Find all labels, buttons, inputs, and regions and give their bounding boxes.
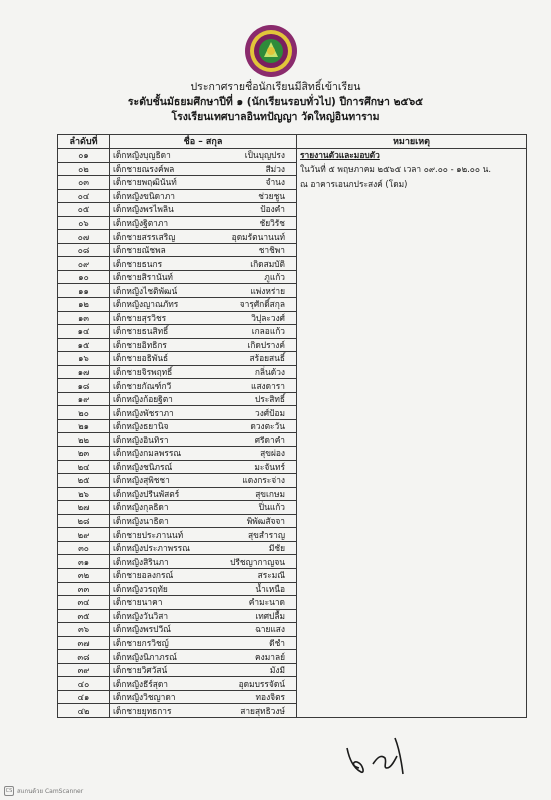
row-number: ๓๘: [58, 650, 110, 664]
row-student-name: [110, 677, 297, 691]
row-student-name: [110, 257, 297, 271]
student-last-name: สร้อยสนธิ์: [249, 353, 285, 364]
row-student-name: [110, 406, 297, 420]
student-last-name: เกิดปรางค์: [247, 339, 285, 350]
row-number: ๐๗: [58, 230, 110, 244]
student-last-name: ปิ่นแก้ว: [258, 502, 285, 513]
student-first-name: เด็กชายอธิพันธ์: [113, 353, 169, 364]
student-last-name: มะจันทร์: [254, 461, 285, 472]
remark-title: รายงานตัวและมอบตัว: [300, 150, 380, 160]
row-number: ๑๔: [58, 325, 110, 339]
row-student-name: [110, 433, 297, 447]
student-last-name: เทศปลื้ม: [255, 610, 285, 621]
row-student-name: [110, 298, 297, 312]
student-first-name: เด็กหญิงนิภาภรณ์: [113, 651, 177, 662]
row-student-name: [110, 541, 297, 555]
student-last-name: อุดมรัตนานนท์: [231, 231, 285, 242]
row-student-name: [110, 338, 297, 352]
student-first-name: เด็กชายอิทธิกร: [113, 339, 167, 350]
announcement-title: [0, 80, 551, 125]
student-last-name: แสงดารา: [251, 380, 285, 391]
student-last-name: สายสุทธิวงษ์: [240, 705, 285, 716]
student-first-name: เด็กหญิงธยานิจ: [113, 421, 169, 432]
row-number: ๑๗: [58, 365, 110, 379]
row-number: ๑๑: [58, 284, 110, 298]
student-first-name: เด็กชายธนสิทธิ์: [113, 326, 169, 337]
student-last-name: วงศ์ป้อม: [255, 407, 285, 418]
header-no: ลำดับที่: [58, 135, 110, 149]
row-student-name: [110, 460, 297, 474]
student-last-name: ประสิทธิ์: [254, 394, 285, 405]
student-last-name: สุขเกษม: [255, 488, 285, 499]
row-number: ๓๑: [58, 555, 110, 569]
student-last-name: น้ำเหนือ: [255, 583, 285, 594]
student-first-name: เด็กหญิงธีร์สุดา: [113, 678, 168, 689]
row-number: ๓๔: [58, 596, 110, 610]
row-number: ๓๙: [58, 663, 110, 677]
row-number: ๐๒: [58, 162, 110, 176]
student-last-name: ป้องคำ: [260, 204, 285, 215]
student-first-name: เด็กหญิงไชติพัฒน์: [113, 285, 178, 296]
student-first-name: เด็กชายวิศวัสน์: [113, 665, 168, 676]
student-first-name: เด็กหญิงพัชราภา: [113, 407, 174, 418]
student-last-name: สุขสำราญ: [248, 529, 285, 540]
row-student-name: [110, 162, 297, 176]
student-first-name: เด็กชายประภานนท์: [113, 529, 184, 540]
student-last-name: แพ่งหร่าย: [250, 285, 285, 296]
student-first-name: เด็กชายกรวิชญ์: [113, 637, 169, 648]
student-last-name: คงมาลย์: [255, 651, 285, 662]
student-last-name: มีชัย: [268, 543, 285, 554]
student-first-name: เด็กหญิงพรไพลิน: [113, 204, 174, 215]
row-student-name: [110, 582, 297, 596]
row-student-name: [110, 555, 297, 569]
row-number: ๓๗: [58, 636, 110, 650]
row-student-name: [110, 284, 297, 298]
remark-place: ณ อาคารเอนกประสงค์ (โดม): [300, 179, 408, 189]
student-first-name: เด็กหญิงกุลธิดา: [113, 502, 169, 513]
row-student-name: [110, 352, 297, 366]
student-last-name: เป็นบุญปรง: [244, 150, 285, 161]
row-student-name: [110, 663, 297, 677]
student-first-name: เด็กหญิงชนิภรณ์: [113, 461, 173, 472]
row-student-name: [110, 528, 297, 542]
student-last-name: ภูแก้ว: [264, 272, 285, 283]
row-number: ๑๓: [58, 311, 110, 325]
row-number: ๓๕: [58, 609, 110, 623]
row-student-name: [110, 609, 297, 623]
student-last-name: เกิดสมบัติ: [250, 258, 285, 269]
row-number: ๒๕: [58, 474, 110, 488]
student-first-name: เด็กชายจิรพฤทธิ์: [113, 367, 173, 378]
row-student-name: [110, 650, 297, 664]
row-number: ๒๓: [58, 447, 110, 461]
row-number: ๑๐: [58, 270, 110, 284]
row-number: ๒๑: [58, 419, 110, 433]
row-student-name: [110, 474, 297, 488]
row-student-name: [110, 379, 297, 393]
row-number: ๐๓: [58, 176, 110, 190]
row-number: ๒๘: [58, 514, 110, 528]
row-number: ๔๐: [58, 677, 110, 691]
student-first-name: เด็กหญิงบุญธิดา: [113, 150, 171, 161]
row-student-name: [110, 189, 297, 203]
row-number: ๒๖: [58, 487, 110, 501]
student-first-name: เด็กหญิงกมลพรรณ: [113, 448, 182, 459]
student-first-name: เด็กหญิงขนิดาภา: [113, 190, 175, 201]
row-number: ๒๙: [58, 528, 110, 542]
student-last-name: สุขผ่อง: [260, 448, 285, 459]
student-last-name: อุดมบรรจัดน์: [238, 678, 285, 689]
student-first-name: เด็กชายสรรเสริญ: [113, 231, 176, 242]
remark-date: ในวันที่ ๕ พฤษภาคม ๒๕๖๕ เวลา ๐๙.๐๐ - ๑๒.๐๐ น.: [300, 164, 492, 174]
row-number: ๑๒: [58, 298, 110, 312]
student-first-name: เด็กชายอลงกรณ์: [113, 570, 174, 581]
row-student-name: [110, 365, 297, 379]
student-last-name: จารุศักดิ์สกุล: [239, 299, 285, 310]
student-last-name: คำมะนาด: [248, 597, 285, 608]
student-first-name: เด็กชายณัชพล: [113, 245, 166, 256]
row-number: ๓๐: [58, 541, 110, 555]
student-last-name: สระมณี: [257, 570, 285, 581]
header-remark: หมายเหตุ: [297, 135, 527, 149]
student-last-name: ช่วยชูน: [258, 190, 285, 201]
row-student-name: [110, 636, 297, 650]
student-last-name: ดีชำ: [269, 637, 285, 648]
table-header-row: [58, 135, 527, 149]
row-number: ๐๘: [58, 243, 110, 257]
student-last-name: มังมี: [269, 665, 285, 676]
student-first-name: เด็กชายนาคา: [113, 597, 163, 608]
row-student-name: [110, 690, 297, 704]
student-last-name: สีม่วง: [265, 163, 285, 174]
student-first-name: เด็กชายสิรานันท์: [113, 272, 173, 283]
row-student-name: [110, 501, 297, 515]
student-last-name: กลิ่นด้วง: [254, 367, 285, 378]
student-first-name: เด็กหญิงพรปวีณ์: [113, 624, 171, 635]
student-last-name: ปรีชญากาญจน: [230, 556, 285, 567]
row-number: ๐๖: [58, 216, 110, 230]
student-first-name: เด็กหญิงสิรินภา: [113, 556, 169, 567]
student-first-name: เด็กชายยุทธการ: [113, 705, 172, 716]
student-first-name: เด็กชายณรงค์พล: [113, 163, 175, 174]
student-last-name: ศรีดาคำ: [254, 434, 285, 445]
row-student-name: [110, 487, 297, 501]
row-student-name: [110, 447, 297, 461]
student-first-name: เด็กหญิงวิชญาดา: [113, 692, 176, 703]
row-number: ๓๖: [58, 623, 110, 637]
row-student-name: [110, 514, 297, 528]
row-number: ๐๕: [58, 203, 110, 217]
scanner-label: สแกนด้วย CamScanner: [17, 788, 84, 795]
row-number: ๒๗: [58, 501, 110, 515]
student-last-name: ชาชิพา: [258, 245, 285, 256]
student-last-name: แดงกระจ่าง: [242, 475, 285, 486]
school-logo: [244, 24, 298, 78]
student-last-name: วิปุละวงศ์: [251, 312, 285, 323]
row-number: ๐๙: [58, 257, 110, 271]
table-row: [58, 149, 527, 163]
title-line-1: ประกาศรายชื่อนักเรียนมีสิทธิ์เข้าเรียน: [190, 81, 361, 93]
row-number: ๐๑: [58, 149, 110, 163]
student-first-name: เด็กหญิงสุพิชชา: [113, 475, 170, 486]
student-first-name: เด็กหญิงนาธิดา: [113, 516, 169, 527]
row-number: ๒๐: [58, 406, 110, 420]
row-number: ๑๖: [58, 352, 110, 366]
student-last-name: ดวงตะวัน: [250, 421, 285, 432]
student-first-name: เด็กหญิงก้อยฐิตา: [113, 394, 173, 405]
title-line-3: โรงเรียนเทศบาลอินทปัญญา วัดใหญ่อินทาราม: [171, 111, 380, 123]
student-first-name: เด็กหญิงวันวิสา: [113, 610, 169, 621]
row-student-name: [110, 176, 297, 190]
student-first-name: เด็กหญิงฐิตาภา: [113, 218, 169, 228]
student-last-name: เกลอแก้ว: [251, 326, 285, 337]
student-first-name: เด็กหญิงวรฤทัย: [113, 583, 168, 594]
student-first-name: เด็กหญิงอินทิรา: [113, 434, 169, 445]
student-first-name: เด็กหญิงประภาพรรณ: [113, 543, 190, 554]
student-last-name: ฉายแสง: [255, 624, 285, 635]
row-number: ๒๒: [58, 433, 110, 447]
student-last-name: ทองจิตร: [255, 692, 285, 703]
row-student-name: [110, 243, 297, 257]
student-last-name: จำนง: [265, 177, 285, 188]
title-line-2: ระดับชั้นมัธยมศึกษาปีที่ ๑ (นักเรียนรอบทั่วไป) ปีการศึกษา ๒๕๖๕: [127, 96, 424, 108]
row-student-name: [110, 203, 297, 217]
student-first-name: เด็กชายกัณฑ์กวี: [113, 380, 172, 391]
row-number: ๑๕: [58, 338, 110, 352]
scanner-footer: [4, 786, 83, 796]
table-body: [58, 149, 527, 718]
row-student-name: [110, 325, 297, 339]
row-number: ๐๔: [58, 189, 110, 203]
student-first-name: เด็กชายธนกร: [113, 258, 163, 269]
student-first-name: เด็กหญิงปรีนพัสตร์: [113, 488, 180, 499]
camscanner-icon: CS: [5, 788, 13, 794]
row-number: ๑๙: [58, 392, 110, 406]
row-student-name: [110, 270, 297, 284]
row-student-name: [110, 623, 297, 637]
row-number: ๒๔: [58, 460, 110, 474]
student-first-name: เด็กหญิงญาณภัทร: [113, 299, 179, 310]
remark-cell: [297, 149, 527, 718]
row-student-name: [110, 704, 297, 718]
row-number: ๓๒: [58, 568, 110, 582]
row-student-name: [110, 216, 297, 230]
row-student-name: [110, 568, 297, 582]
row-student-name: [110, 419, 297, 433]
row-student-name: [110, 392, 297, 406]
row-number: ๔๑: [58, 690, 110, 704]
row-student-name: [110, 149, 297, 163]
row-student-name: [110, 230, 297, 244]
header-name: ชื่อ – สกุล: [110, 135, 297, 149]
student-list-table: [57, 134, 527, 718]
student-last-name: ชัยวิรัช: [259, 218, 285, 228]
row-number: ๔๒: [58, 704, 110, 718]
student-first-name: เด็กชายสุรวิชร: [113, 312, 167, 323]
row-number: ๑๘: [58, 379, 110, 393]
handwritten-signature: [339, 728, 419, 780]
row-student-name: [110, 311, 297, 325]
row-student-name: [110, 596, 297, 610]
student-last-name: พิพัฒสัจจา: [246, 516, 285, 527]
row-number: ๓๓: [58, 582, 110, 596]
student-first-name: เด็กชายพฤฒินันท์: [113, 177, 177, 188]
